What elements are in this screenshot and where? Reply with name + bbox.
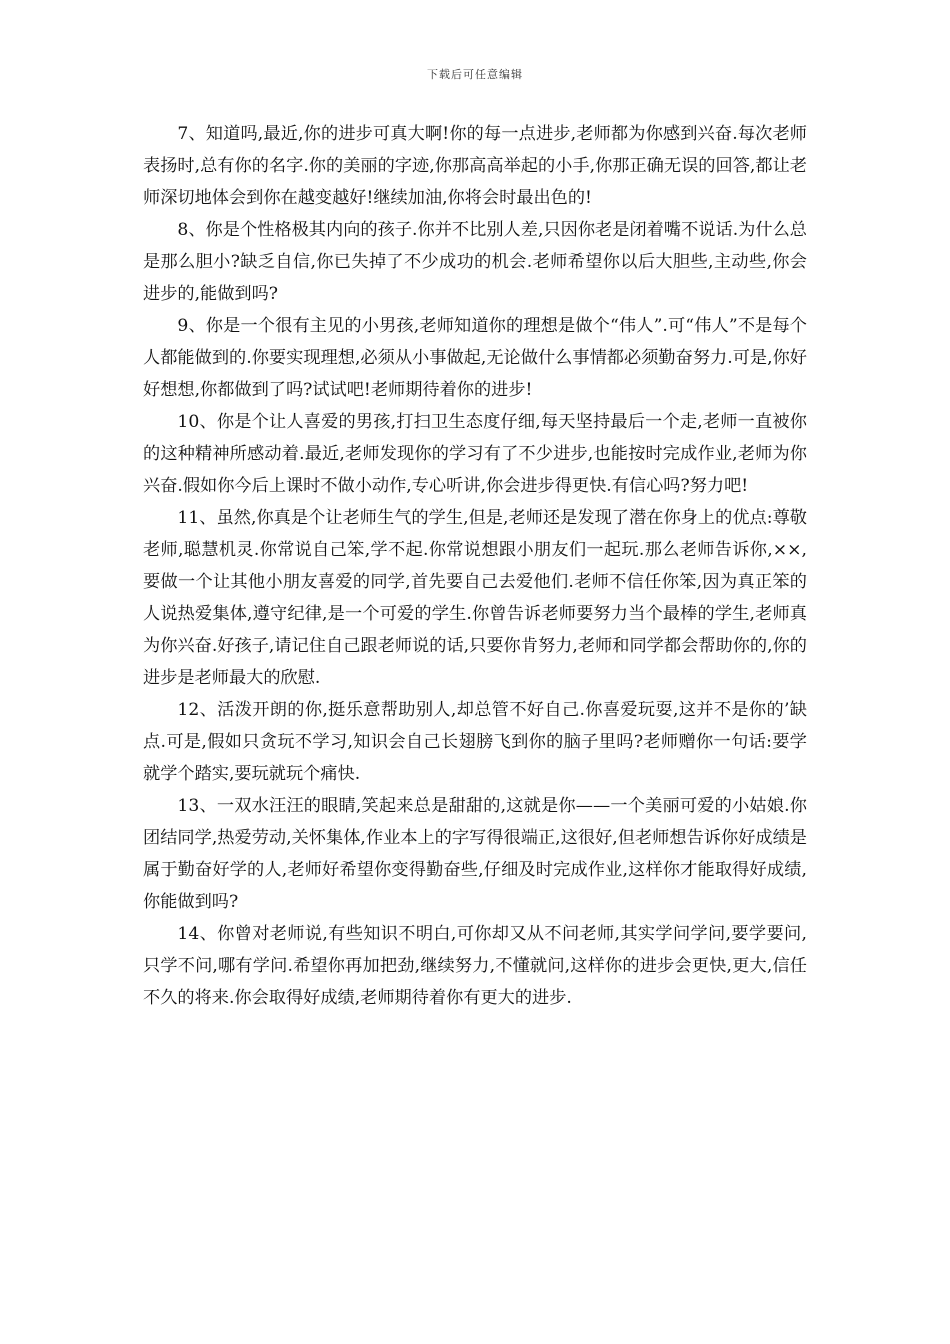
comment-paragraph-13: 13、一双水汪汪的眼睛,笑起来总是甜甜的,这就是你——一个美丽可爱的小姑娘.你团结同学,热爱劳动,关怀集体,作业本上的字写得很端正,这很好,但老师想告诉你好成绩是属于勤奋好学的人,老师好希望你变得勤奋些,仔细及时完成作业,这样你才能取得好成绩,你能做到吗? bbox=[143, 796, 807, 912]
document-body bbox=[143, 118, 807, 1014]
comment-paragraph-14: 14、你曾对老师说,有些知识不明白,可你却又从不问老师,其实学问学问,要学要问,只学不问,哪有学问.希望你再加把劲,继续努力,不懂就问,这样你的进步会更快,更大,信任不久的将来.你会取得好成绩,老师期待着你有更大的进步. bbox=[143, 924, 807, 1008]
comment-paragraph-9: 9、你是一个很有主见的小男孩,老师知道你的理想是做个“伟人”.可“伟人”不是每个人都能做到的.你要实现理想,必须从小事做起,无论做什么事情都必须勤奋努力.可是,你好好想想,你都做到了吗?试试吧!老师期待着你的进步! bbox=[143, 316, 807, 400]
comment-paragraph-7: 7、知道吗,最近,你的进步可真大啊!你的每一点进步,老师都为你感到兴奋.每次老师表扬时,总有你的名字.你的美丽的字迹,你那高高举起的小手,你那正确无误的回答,都让老师深切地体会到你在越变越好!继续加油,你将会时最出色的! bbox=[143, 124, 807, 208]
page-header: 下载后可任意编辑 bbox=[427, 68, 523, 81]
comment-paragraph-11: 11、虽然,你真是个让老师生气的学生,但是,老师还是发现了潜在你身上的优点:尊敬老师,聪慧机灵.你常说自己笨,学不起.你常说想跟小朋友们一起玩.那么老师告诉你,××,要做一个让其他小朋友喜爱的同学,首先要自己去爱他们.老师不信任你笨,因为真正笨的人说热爱集体,遵守纪律,是一个可爱的学生.你曾告诉老师要努力当个最棒的学生,老师真为你兴奋.好孩子,请记住自己跟老师说的话,只要你肯努力,老师和同学都会帮助你的,你的进步是老师最大的欣慰. bbox=[143, 508, 807, 688]
comment-paragraph-12: 12、活泼开朗的你,挺乐意帮助别人,却总管不好自己.你喜爱玩耍,这并不是你的’缺点.可是,假如只贪玩不学习,知识会自己长翅膀飞到你的脑子里吗?老师赠你一句话:要学就学个踏实,要玩就玩个痛快. bbox=[143, 700, 807, 784]
comment-paragraph-8: 8、你是个性格极其内向的孩子.你并不比别人差,只因你老是闭着嘴不说话.为什么总是那么胆小?缺乏自信,你已失掉了不少成功的机会.老师希望你以后大胆些,主动些,你会进步的,能做到吗? bbox=[143, 220, 807, 304]
comment-paragraph-10: 10、你是个让人喜爱的男孩,打扫卫生态度仔细,每天坚持最后一个走,老师一直被你的这种精神所感动着.最近,老师发现你的学习有了不少进步,也能按时完成作业,老师为你兴奋.假如你今后上课时不做小动作,专心听讲,你会进步得更快.有信心吗?努力吧! bbox=[143, 412, 807, 496]
